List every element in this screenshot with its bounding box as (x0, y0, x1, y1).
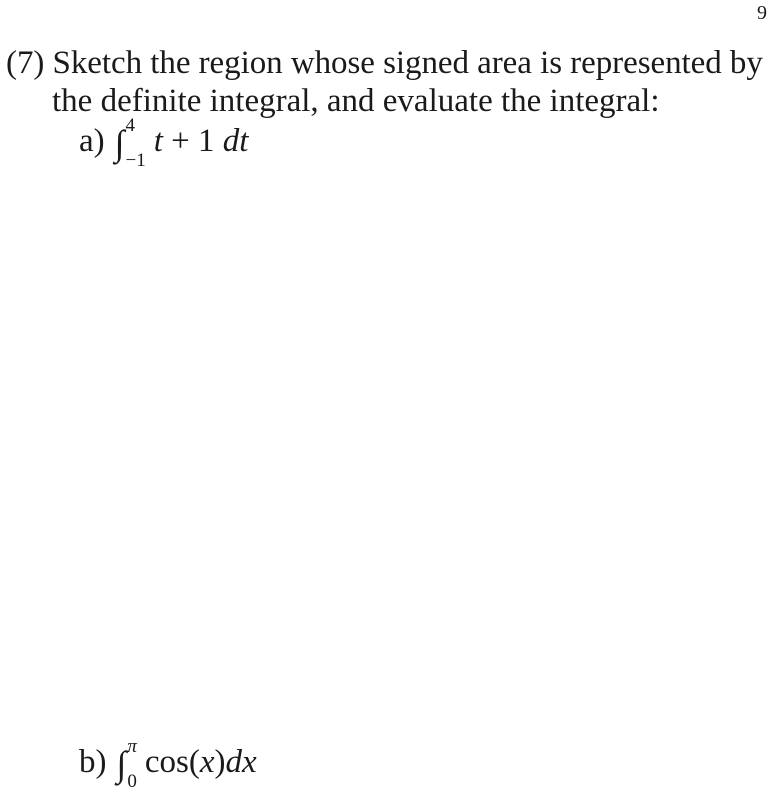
differential: dx (225, 743, 257, 780)
part-a (79, 115, 249, 171)
integral-sign: ∫ (114, 123, 125, 163)
part-b-integral (116, 736, 257, 792)
upper-limit: π (127, 736, 137, 757)
integral-limits (127, 736, 137, 792)
differential: dt (222, 122, 249, 159)
integral-limits (125, 115, 146, 171)
integrand (145, 744, 257, 781)
part-a-label: a) (79, 122, 105, 159)
integrand (154, 123, 249, 160)
integrand-function: cos( (144, 743, 200, 780)
lower-limit: 0 (127, 771, 137, 792)
problem-statement (6, 44, 772, 120)
problem-line-1: (7) Sketch the region whose signed area is represented by (6, 45, 763, 81)
part-b-label: b) (79, 743, 107, 780)
upper-limit: 4 (125, 115, 136, 136)
part-a-integral (114, 115, 249, 171)
integrand-close: ) (214, 743, 226, 780)
integral-sign: ∫ (116, 744, 127, 784)
page-number: 9 (757, 2, 767, 24)
integrand-variable: x (199, 743, 215, 780)
part-b (79, 736, 257, 792)
integrand-rest: + 1 (162, 122, 223, 159)
lower-limit: −1 (125, 150, 146, 171)
problem-line-2: the definite integral, and evaluate the integral: (52, 83, 660, 119)
integrand-variable: t (153, 122, 163, 159)
